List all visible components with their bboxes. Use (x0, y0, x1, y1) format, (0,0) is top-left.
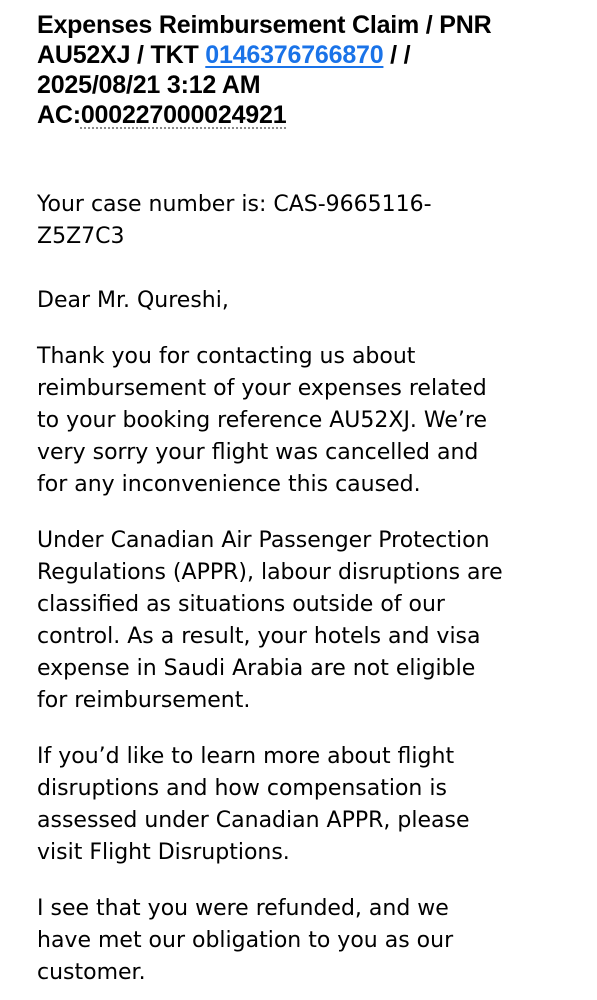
text-line: customer. (37, 960, 146, 985)
subject-pnr-text: AU52XJ / TKT (37, 41, 206, 69)
text-line: expense in Saudi Arabia are not eligible (37, 656, 476, 681)
account-number-detected[interactable]: 000227000024921 (80, 101, 287, 129)
appr-paragraph (37, 525, 577, 717)
greeting-paragraph (37, 285, 577, 317)
text-line: control. As a result, your hotels and visa (37, 624, 481, 649)
text-line: Regulations (APPR), labour disruptions are (37, 560, 503, 585)
text-line: classified as situations outside of our (37, 592, 445, 617)
flight-disruptions-paragraph (37, 741, 577, 869)
refund-paragraph (37, 893, 577, 989)
email-view (37, 0, 577, 985)
text-line: very sorry your flight was cancelled and (37, 440, 479, 465)
text-line: I see that you were refunded, and we (37, 896, 449, 921)
text-line: for any inconvenience this caused. (37, 472, 421, 497)
text-line: for reimbursement. (37, 688, 251, 713)
subject-date: 2025/08/21 3:12 AM (37, 71, 261, 99)
text-line: assessed under Canadian APPR, please (37, 808, 470, 833)
subject-line (37, 40, 577, 70)
account-prefix: AC: (37, 101, 81, 129)
subject-line: Expenses Reimbursement Claim / PNR (37, 11, 492, 39)
text-line: reimbursement of your expenses related (37, 376, 487, 401)
email-subject (37, 0, 577, 130)
subject-separator: / / (383, 41, 411, 69)
text-line: disruptions and how compensation is (37, 776, 447, 801)
text-line: visit Flight Disruptions. (37, 840, 290, 865)
text-line: Z5Z7C3 (37, 224, 125, 249)
thanks-paragraph (37, 341, 577, 501)
case-number-paragraph (37, 189, 577, 253)
text-line: Your case number is: CAS-9665116- (37, 192, 432, 217)
subject-line (37, 100, 577, 130)
text-line: Thank you for contacting us about (37, 344, 416, 369)
text-line: If you’d like to learn more about flight (37, 744, 455, 769)
ticket-number-link[interactable]: 0146376766870 (205, 41, 384, 69)
text-line: Dear Mr. Qureshi, (37, 288, 229, 313)
text-line: Under Canadian Air Passenger Protection (37, 528, 490, 553)
text-line: have met our obligation to you as our (37, 928, 454, 953)
text-line: to your booking reference AU52XJ. We’re (37, 408, 488, 433)
